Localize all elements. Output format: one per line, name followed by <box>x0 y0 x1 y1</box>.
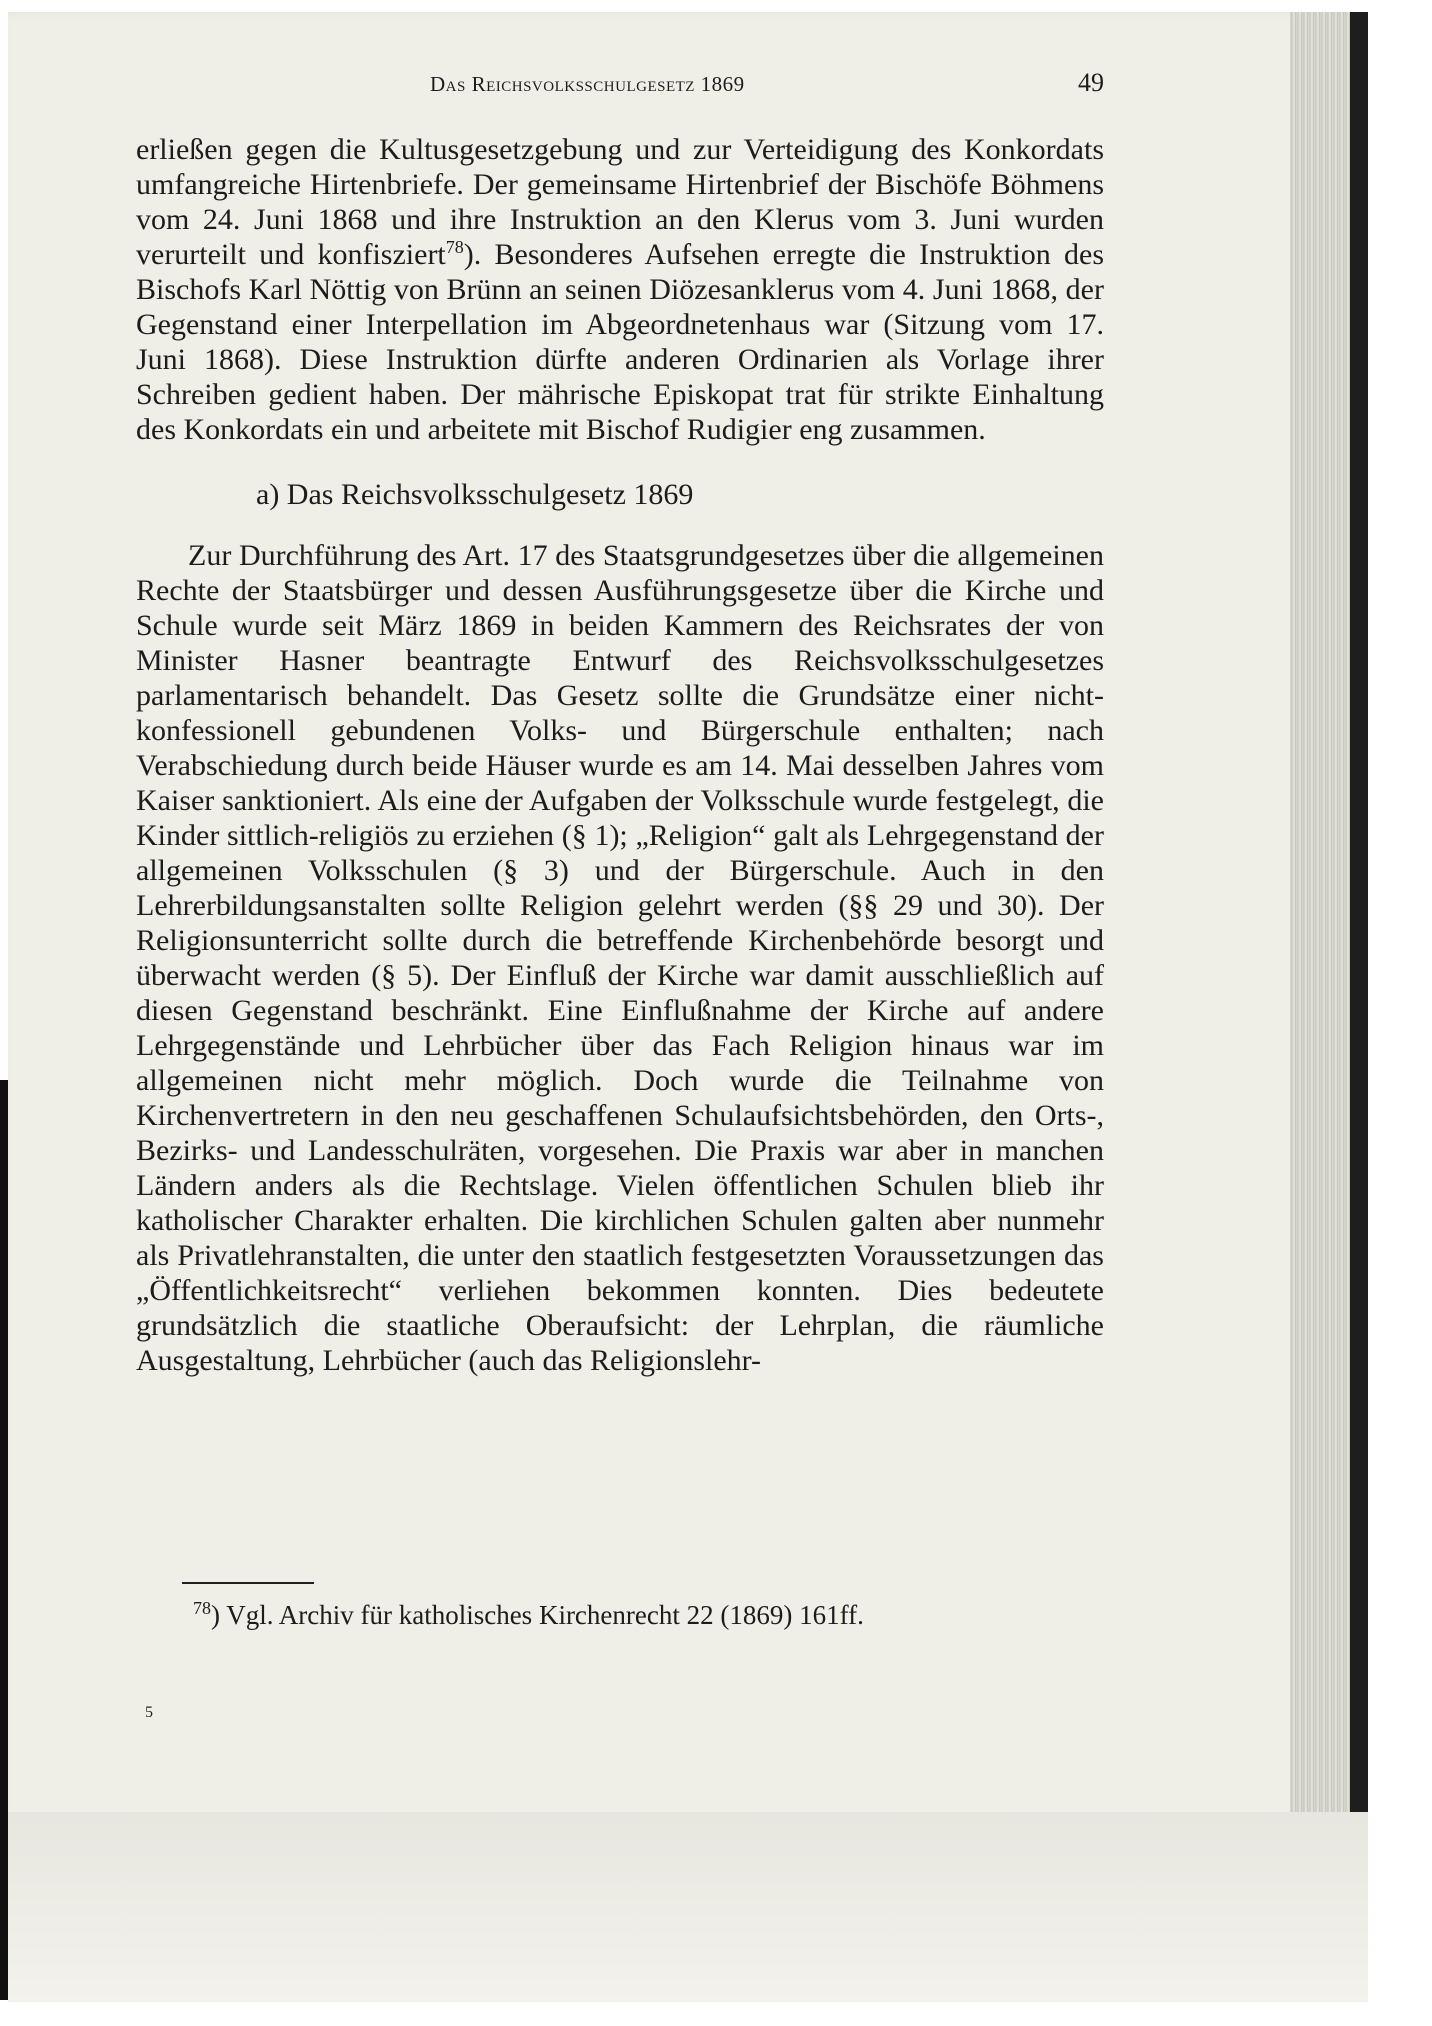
paragraph-2: Zur Durchführung des Art. 17 des Staatsgrundgesetzes über die allgemeinen Rechte der Staatsbürger und dessen Ausführungsgesetze über die Kirche und Schule wurde seit März 1869 in beiden Kammern des Reichsrates der von Minister Hasner beantragte Entwurf des Reichsvolksschulgesetzes parlamentarisch behandelt. Das Gesetz sollte die Grundsätze einer nicht-konfessionell gebundenen Volks- und Bürgerschule enthalten; nach Verabschiedung durch beide Häuser wurde es am 14. Mai desselben Jahres vom Kaiser sanktioniert. Als eine der Aufgaben der Volksschule wurde festgelegt, die Kinder sittlich-religiös zu erziehen (§ 1); „Religion“ galt als Lehrgegenstand der allgemeinen Volksschulen (§ 3) und der Bürgerschule. Auch in den Lehrerbildungsanstalten sollte Religion gelehrt werden (§§ 29 und 30). Der Religionsunterricht sollte durch die betreffende Kirchenbehörde besorgt und überwacht werden (§ 5). Der Einfluß der Kirche war damit ausschließlich auf diesen Gegenstand beschränkt. Eine Einflußnahme der Kirche auf andere Lehrgegenstände und Lehrbücher über das Fach Religion hinaus war im allgemeinen nicht mehr möglich. Doch wurde die Teilnahme von Kirchenvertretern in den neu geschaffenen Schulaufsichtsbehörden, den Orts-, Bezirks- und Landesschulräten, vorgesehen. Die Praxis war aber in manchen Ländern anders als die Rechtslage. Vielen öffentlichen Schulen blieb ihr katholischer Charakter erhalten. Die kirchlichen Schulen galten aber nunmehr als Privatlehranstalten, die unter den staatlich festgesetzten Voraussetzungen das „Öffentlichkeitsrecht“ verliehen bekommen konnten. Dies bedeutete grundsätzlich die staatliche Oberaufsicht: der Lehrplan, die räumliche Ausgestaltung, Lehrbücher (auch das Religionslehr- <box>136 539 1104 1377</box>
page-number: 49 <box>1078 68 1104 97</box>
left-border <box>0 1080 8 2000</box>
signature-mark: 5 <box>145 1704 153 1721</box>
footnote-divider <box>182 1582 314 1584</box>
footnote-reference: 78 <box>445 237 464 257</box>
footnote-number: 78 <box>193 1598 211 1618</box>
main-text <box>136 132 1104 1378</box>
footnote-text: ) Vgl. Archiv für katholisches Kirchenrecht 22 (1869) 161ff. <box>211 1600 864 1630</box>
page-edges <box>1290 12 1368 1812</box>
footnote <box>193 1600 864 1631</box>
page-bottom-shadow <box>8 1812 1368 2002</box>
paragraph-1 <box>136 132 1104 447</box>
paragraph-1-text: erließen gegen die Kultusgesetzgebung und zur Verteidigung des Konkordats umfangreiche Hirtenbriefe. Der gemeinsame Hirtenbrief der Bischöfe Böhmens vom 24. Juni 1868 und ihre Instruktion an den Klerus vom 3. Juni wurden verurteilt und konfisziert <box>136 133 1104 271</box>
running-head: Das Reichsvolksschulgesetz 1869 <box>430 72 745 96</box>
paragraph-1-continuation: ). Besonderes Aufsehen erregte die Instruktion des Bischofs Karl Nöttig von Brünn an seinen Diözesanklerus vom 4. Juni 1868, der Gegenstand einer Interpellation im Abgeordnetenhaus war (Sitzung vom 17. Juni 1868). Diese Instruktion dürfte anderen Ordinarien als Vorlage ihrer Schreiben gedient haben. Der mährische Episkopat trat für strikte Einhaltung des Konkordats ein und arbeitete mit Bischof Rudigier eng zusammen. <box>136 238 1104 446</box>
page-header <box>170 64 1104 104</box>
section-heading: a) Das Reichsvolksschulgesetz 1869 <box>256 478 694 511</box>
